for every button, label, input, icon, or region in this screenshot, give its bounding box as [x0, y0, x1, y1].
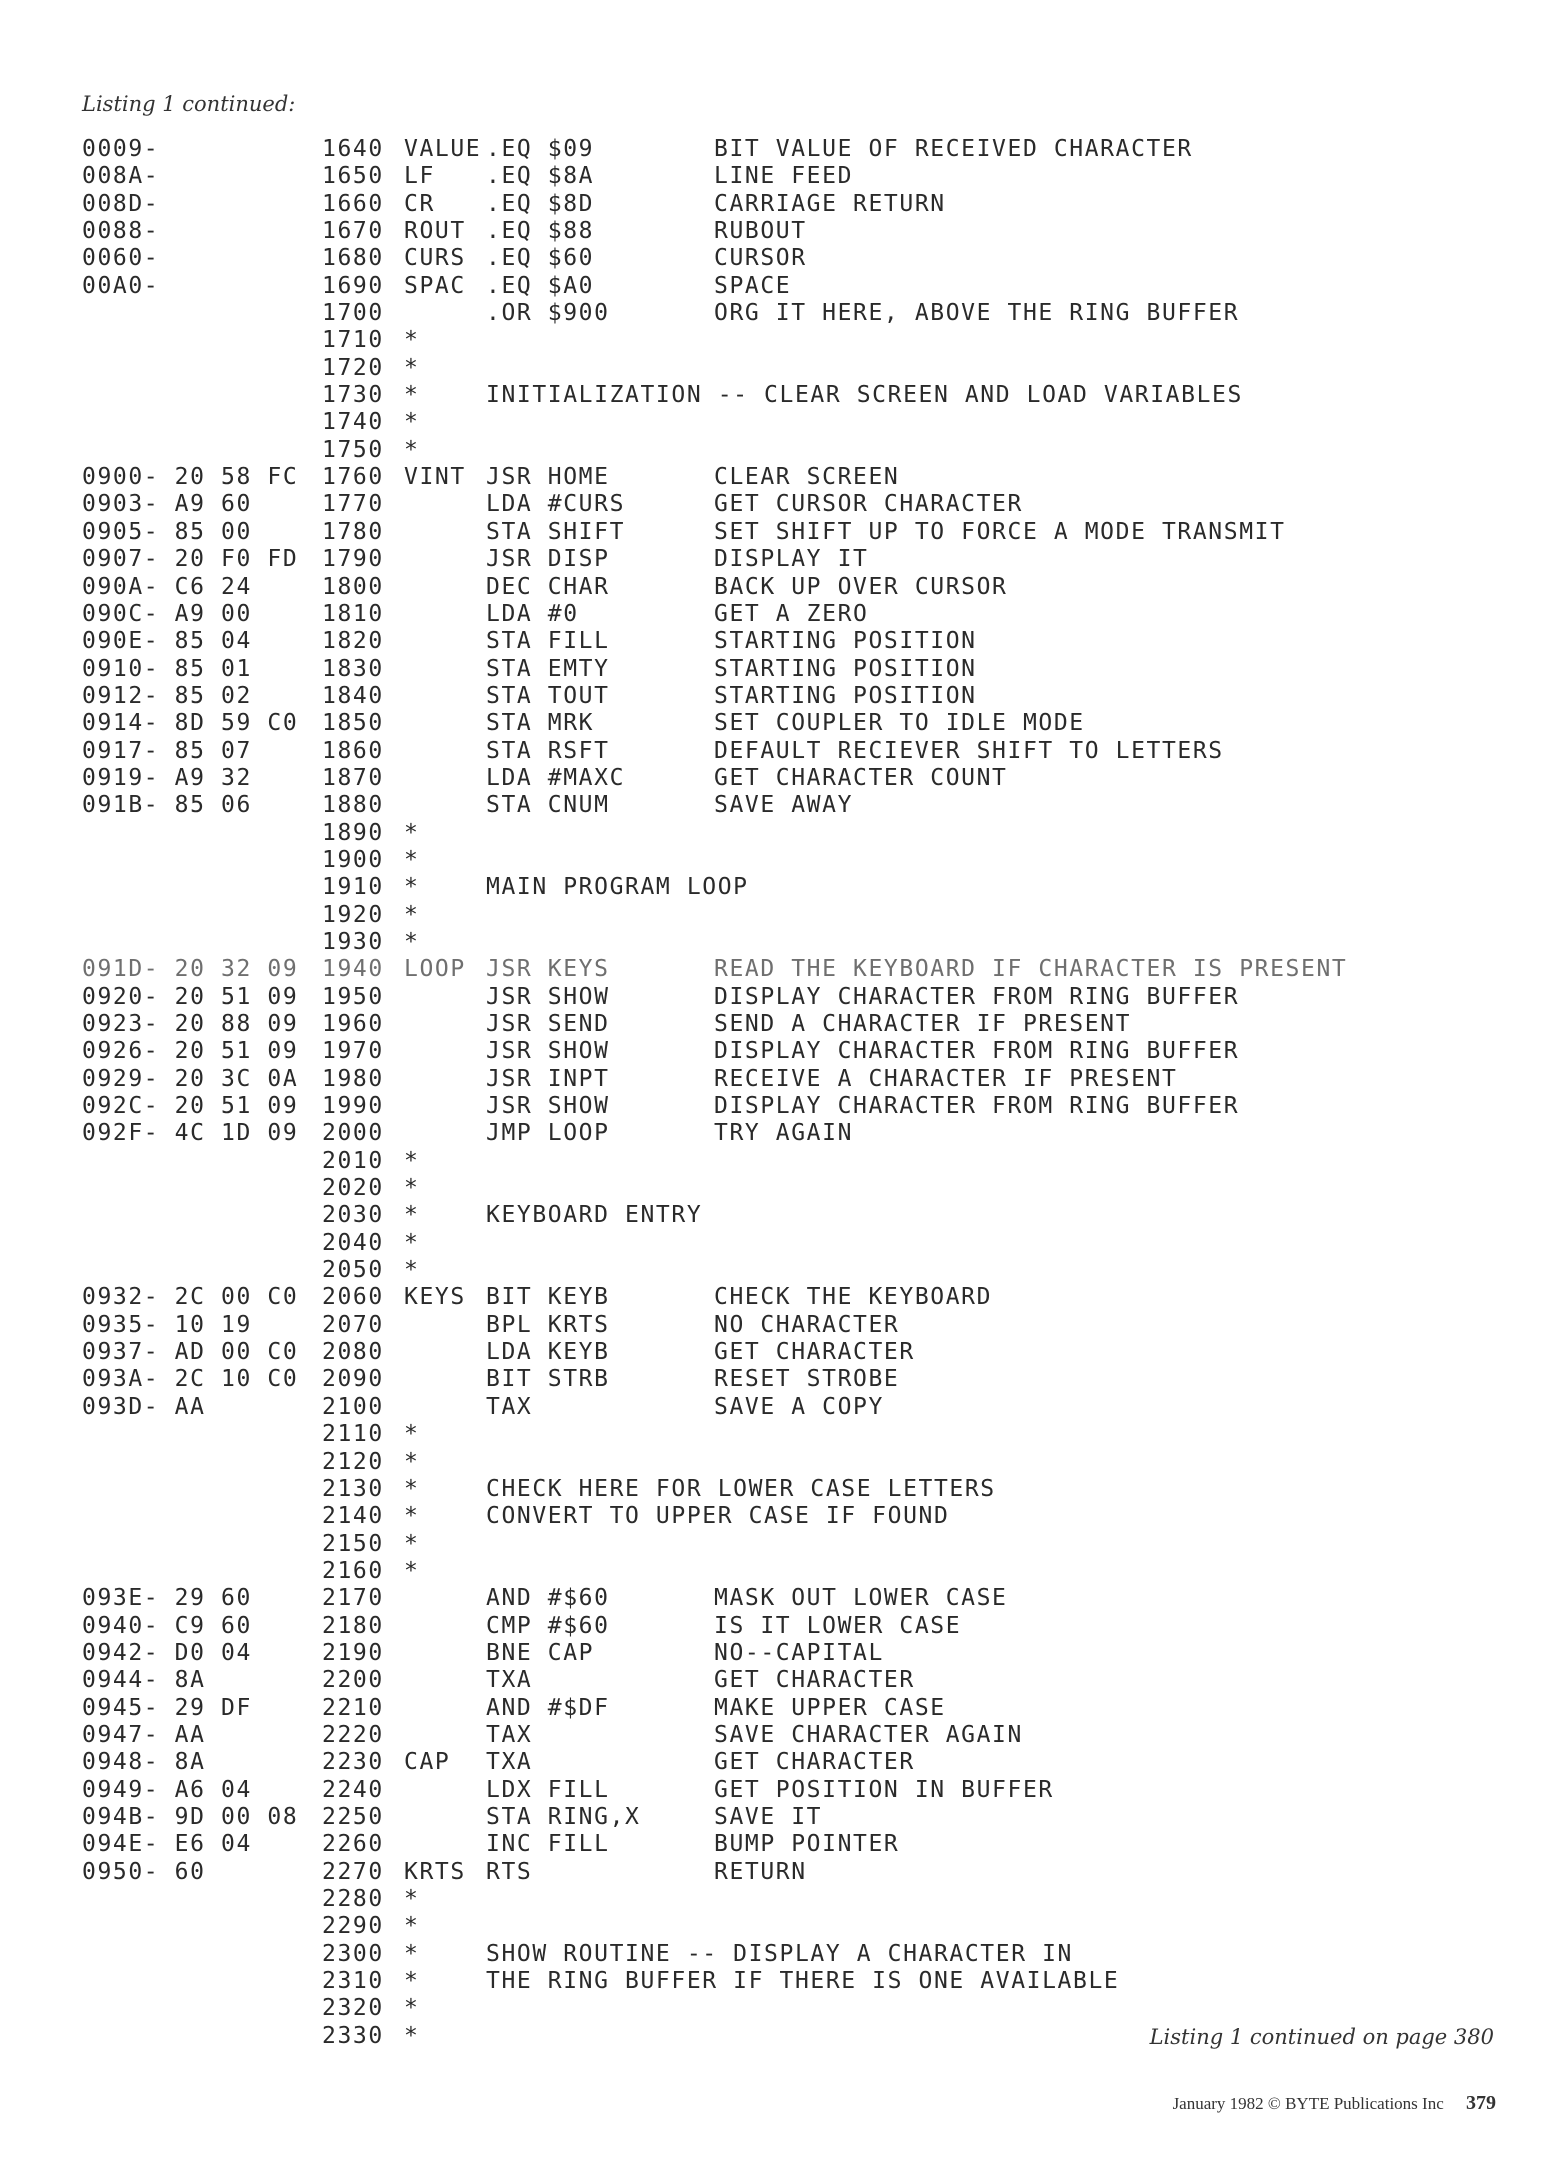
code-line-number: 2320 — [322, 1995, 384, 2022]
code-address: 0914- 8D 59 C0 — [82, 710, 299, 737]
code-label: * — [404, 901, 420, 928]
code-line-number: 1970 — [322, 1038, 384, 1065]
code-comment: GET CHARACTER — [714, 1339, 915, 1366]
code-address: 0932- 2C 00 C0 — [82, 1284, 299, 1311]
code-comment: LINE FEED — [714, 163, 854, 190]
code-line-number: 1770 — [322, 491, 384, 518]
code-operation: AND #$DF — [486, 1694, 610, 1721]
code-line-number: 2150 — [322, 1530, 384, 1557]
code-line-number: 2170 — [322, 1585, 384, 1612]
code-comment: NO--CAPITAL — [714, 1639, 884, 1666]
code-comment: STARTING POSITION — [714, 655, 977, 682]
code-line-number: 2240 — [322, 1776, 384, 1803]
code-label: KRTS — [404, 1858, 466, 1885]
code-line-number: 2060 — [322, 1284, 384, 1311]
code-line-number: 1880 — [322, 792, 384, 819]
code-line-number: 2070 — [322, 1311, 384, 1338]
code-operation: STA MRK — [486, 710, 595, 737]
code-address: 093E- 29 60 — [82, 1585, 252, 1612]
code-label: LF — [404, 163, 435, 190]
code-line-number: 2020 — [322, 1175, 384, 1202]
code-comment: STARTING POSITION — [714, 682, 977, 709]
code-operation: STA TOUT — [486, 682, 610, 709]
code-operation: LDX FILL — [486, 1776, 610, 1803]
code-address: 093A- 2C 10 C0 — [82, 1366, 299, 1393]
code-address: 00A0- — [82, 272, 160, 299]
code-comment: RUBOUT — [714, 218, 807, 245]
code-label: * — [404, 1913, 420, 1940]
code-line-number: 2050 — [322, 1257, 384, 1284]
code-operation: .EQ $60 — [486, 245, 595, 272]
code-line-number: 2250 — [322, 1803, 384, 1830]
code-address: 008A- — [82, 163, 160, 190]
code-line-number: 1800 — [322, 573, 384, 600]
code-line-number: 2140 — [322, 1503, 384, 1530]
code-comment: RESET STROBE — [714, 1366, 900, 1393]
code-label: * — [404, 1448, 420, 1475]
code-address: 091D- 20 32 09 — [82, 956, 299, 983]
code-comment: CHECK THE KEYBOARD — [714, 1284, 993, 1311]
code-comment: GET POSITION IN BUFFER — [714, 1776, 1054, 1803]
code-line-number: 1710 — [322, 327, 384, 354]
code-address: 0947- AA — [82, 1721, 206, 1748]
code-comment: STARTING POSITION — [714, 628, 977, 655]
code-address: 0910- 85 01 — [82, 655, 252, 682]
code-comment: DISPLAY CHARACTER FROM RING BUFFER — [714, 1093, 1240, 1120]
code-line-number: 1850 — [322, 710, 384, 737]
code-comment: MASK OUT LOWER CASE — [714, 1585, 1008, 1612]
code-address: 0919- A9 32 — [82, 764, 252, 791]
code-label: CR — [404, 190, 435, 217]
code-line-number: 1950 — [322, 983, 384, 1010]
code-label: CAP — [404, 1749, 451, 1776]
code-operation: TAX — [486, 1393, 533, 1420]
code-address: 0945- 29 DF — [82, 1694, 252, 1721]
code-line-number: 2160 — [322, 1557, 384, 1584]
code-line-number: 1920 — [322, 901, 384, 928]
code-comment: DISPLAY CHARACTER FROM RING BUFFER — [714, 1038, 1240, 1065]
code-address: 094E- E6 04 — [82, 1831, 252, 1858]
code-address: 0088- — [82, 218, 160, 245]
code-operation: JSR HOME — [486, 464, 610, 491]
code-comment: DEFAULT RECIEVER SHIFT TO LETTERS — [714, 737, 1224, 764]
code-label: VALUE — [404, 136, 482, 162]
code-line-number: 2210 — [322, 1694, 384, 1721]
code-comment-text: MAIN PROGRAM LOOP — [486, 874, 749, 901]
code-address: 0935- 10 19 — [82, 1311, 252, 1338]
code-comment: DISPLAY CHARACTER FROM RING BUFFER — [714, 983, 1240, 1010]
code-label: * — [404, 2022, 420, 2049]
code-label: * — [404, 382, 420, 409]
code-line-number: 1640 — [322, 136, 384, 162]
code-line-number: 1680 — [322, 245, 384, 272]
code-line-number: 1700 — [322, 300, 384, 327]
code-comment: SAVE CHARACTER AGAIN — [714, 1721, 1023, 1748]
code-comment: RETURN — [714, 1858, 807, 1885]
code-comment-text: KEYBOARD ENTRY — [486, 1202, 703, 1229]
code-label: * — [404, 327, 420, 354]
code-address: 0923- 20 88 09 — [82, 1011, 299, 1037]
code-address: 090C- A9 00 — [82, 600, 252, 627]
code-label: * — [404, 354, 420, 381]
code-label: * — [404, 1503, 420, 1530]
code-line-number: 2190 — [322, 1639, 384, 1666]
code-label: ROUT — [404, 218, 466, 245]
code-comment: SAVE A COPY — [714, 1393, 884, 1420]
code-label: * — [404, 1421, 420, 1448]
code-comment: GET CHARACTER COUNT — [714, 764, 1008, 791]
code-address: 0944- 8A — [82, 1667, 206, 1694]
code-label: * — [404, 1475, 420, 1502]
code-address: 0900- 20 58 FC — [82, 464, 299, 491]
code-operation: DEC CHAR — [486, 573, 610, 600]
code-operation: BPL KRTS — [486, 1311, 610, 1338]
code-label: * — [404, 1202, 420, 1229]
code-operation: JSR INPT — [486, 1065, 610, 1092]
code-comment: GET CHARACTER — [714, 1667, 915, 1694]
code-comment: GET A ZERO — [714, 600, 869, 627]
code-line-number: 1990 — [322, 1093, 384, 1120]
code-label: * — [404, 928, 420, 955]
code-operation: LDA #MAXC — [486, 764, 626, 791]
code-operation: STA CNUM — [486, 792, 610, 819]
code-label: * — [404, 1530, 420, 1557]
code-address: 0905- 85 00 — [82, 518, 252, 545]
code-line-number: 2260 — [322, 1831, 384, 1858]
code-line-number: 1760 — [322, 464, 384, 491]
code-comment: SAVE IT — [714, 1803, 823, 1830]
code-comment-text: INITIALIZATION -- CLEAR SCREEN AND LOAD VARIABLES — [486, 382, 1243, 409]
code-line-number: 2180 — [322, 1612, 384, 1639]
code-line-number: 1660 — [322, 190, 384, 217]
code-operation: BIT STRB — [486, 1366, 610, 1393]
code-label: * — [404, 1995, 420, 2022]
code-address: 0942- D0 04 — [82, 1639, 252, 1666]
code-address: 0948- 8A — [82, 1749, 206, 1776]
page-footer — [1173, 2092, 1496, 2115]
footer-credit: January 1982 © BYTE Publications Inc — [1172, 2094, 1444, 2113]
code-label: * — [404, 874, 420, 901]
code-operation: .EQ $09 — [486, 136, 595, 162]
code-comment-text: CONVERT TO UPPER CASE IF FOUND — [486, 1503, 950, 1530]
code-address: 0907- 20 F0 FD — [82, 546, 299, 573]
code-address: 0912- 85 02 — [82, 682, 252, 709]
code-line-number: 1810 — [322, 600, 384, 627]
code-comment: ORG IT HERE, ABOVE THE RING BUFFER — [714, 300, 1240, 327]
code-comment: SPACE — [714, 272, 792, 299]
code-address: 0903- A9 60 — [82, 491, 252, 518]
code-label: * — [404, 1557, 420, 1584]
code-operation: JMP LOOP — [486, 1120, 610, 1147]
code-operation: JSR SHOW — [486, 1038, 610, 1065]
code-operation: LDA #CURS — [486, 491, 626, 518]
code-operation: .EQ $8D — [486, 190, 595, 217]
code-comment: SAVE AWAY — [714, 792, 854, 819]
code-address: 093D- AA — [82, 1393, 206, 1420]
code-operation: .OR $900 — [486, 300, 610, 327]
code-address: 090A- C6 24 — [82, 573, 252, 600]
code-label: SPAC — [404, 272, 466, 299]
code-operation: LDA #0 — [486, 600, 579, 627]
code-operation: JSR SEND — [486, 1011, 610, 1037]
listing-caption: Listing 1 continued: — [82, 92, 296, 116]
code-line-number: 1650 — [322, 163, 384, 190]
code-address: 0950- 60 — [82, 1858, 206, 1885]
code-line-number: 2090 — [322, 1366, 384, 1393]
code-comment: NO CHARACTER — [714, 1311, 900, 1338]
code-line-number: 2030 — [322, 1202, 384, 1229]
code-line-number: 2010 — [322, 1147, 384, 1174]
code-line-number: 2110 — [322, 1421, 384, 1448]
code-line-number: 1900 — [322, 846, 384, 873]
code-label: KEYS — [404, 1284, 466, 1311]
code-line-number: 1840 — [322, 682, 384, 709]
code-line-number: 2310 — [322, 1968, 384, 1995]
code-operation: .EQ $8A — [486, 163, 595, 190]
code-operation: JSR KEYS — [486, 956, 610, 983]
code-line-number: 1690 — [322, 272, 384, 299]
code-line-number: 1740 — [322, 409, 384, 436]
code-address: 092C- 20 51 09 — [82, 1093, 299, 1120]
code-comment: BIT VALUE OF RECEIVED CHARACTER — [714, 136, 1193, 162]
code-line-number: 2330 — [322, 2022, 384, 2049]
code-operation: LDA KEYB — [486, 1339, 610, 1366]
code-address: 0926- 20 51 09 — [82, 1038, 299, 1065]
code-label: VINT — [404, 464, 466, 491]
code-operation: TXA — [486, 1749, 533, 1776]
code-line-number: 2000 — [322, 1120, 384, 1147]
code-address: 0949- A6 04 — [82, 1776, 252, 1803]
code-label: * — [404, 1229, 420, 1256]
code-label: * — [404, 1147, 420, 1174]
code-operation: STA FILL — [486, 628, 610, 655]
code-address: 0920- 20 51 09 — [82, 983, 299, 1010]
code-operation: JSR DISP — [486, 546, 610, 573]
code-operation: BNE CAP — [486, 1639, 595, 1666]
code-line-number: 1890 — [322, 819, 384, 846]
code-comment: SEND A CHARACTER IF PRESENT — [714, 1011, 1132, 1037]
code-comment: READ THE KEYBOARD IF CHARACTER IS PRESENT — [714, 956, 1348, 983]
code-line-number: 1980 — [322, 1065, 384, 1092]
code-comment: GET CURSOR CHARACTER — [714, 491, 1023, 518]
code-line-number: 2300 — [322, 1940, 384, 1967]
code-comment: BUMP POINTER — [714, 1831, 900, 1858]
code-comment: TRY AGAIN — [714, 1120, 854, 1147]
code-line-number: 2230 — [322, 1749, 384, 1776]
code-operation: AND #$60 — [486, 1585, 610, 1612]
code-comment: MAKE UPPER CASE — [714, 1694, 946, 1721]
code-comment: BACK UP OVER CURSOR — [714, 573, 1008, 600]
code-comment: SET SHIFT UP TO FORCE A MODE TRANSMIT — [714, 518, 1286, 545]
code-address: 092F- 4C 1D 09 — [82, 1120, 299, 1147]
code-comment: CARRIAGE RETURN — [714, 190, 946, 217]
code-line-number: 1750 — [322, 436, 384, 463]
code-label: * — [404, 819, 420, 846]
code-comment-text: CHECK HERE FOR LOWER CASE LETTERS — [486, 1475, 996, 1502]
code-address: 094B- 9D 00 08 — [82, 1803, 299, 1830]
code-comment: IS IT LOWER CASE — [714, 1612, 962, 1639]
code-address: 008D- — [82, 190, 160, 217]
code-address: 0009- — [82, 136, 160, 162]
code-comment: GET CHARACTER — [714, 1749, 915, 1776]
code-operation: JSR SHOW — [486, 983, 610, 1010]
code-line-number: 1730 — [322, 382, 384, 409]
code-comment: CLEAR SCREEN — [714, 464, 900, 491]
code-operation: .EQ $88 — [486, 218, 595, 245]
code-line-number: 2040 — [322, 1229, 384, 1256]
code-operation: BIT KEYB — [486, 1284, 610, 1311]
code-operation: CMP #$60 — [486, 1612, 610, 1639]
code-label: * — [404, 1940, 420, 1967]
code-line-number: 2270 — [322, 1858, 384, 1885]
code-line-number: 2130 — [322, 1475, 384, 1502]
code-line-number: 2100 — [322, 1393, 384, 1420]
code-comment-text: THE RING BUFFER IF THERE IS ONE AVAILABLE — [486, 1968, 1120, 1995]
code-line-number: 1960 — [322, 1011, 384, 1037]
code-line-number: 1670 — [322, 218, 384, 245]
code-label: * — [404, 1257, 420, 1284]
code-line-number: 2120 — [322, 1448, 384, 1475]
code-operation: TAX — [486, 1721, 533, 1748]
code-comment: RECEIVE A CHARACTER IF PRESENT — [714, 1065, 1178, 1092]
code-line-number: 2200 — [322, 1667, 384, 1694]
code-line-number: 1820 — [322, 628, 384, 655]
code-operation: STA RING,X — [486, 1803, 641, 1830]
code-address: 091B- 85 06 — [82, 792, 252, 819]
code-comment: CURSOR — [714, 245, 807, 272]
code-label: * — [404, 436, 420, 463]
code-label: * — [404, 1175, 420, 1202]
code-label: * — [404, 1886, 420, 1912]
page-number: 379 — [1466, 2092, 1496, 2114]
code-line-number: 2280 — [322, 1886, 384, 1912]
code-label: * — [404, 409, 420, 436]
code-line-number: 1860 — [322, 737, 384, 764]
code-line-number: 1720 — [322, 354, 384, 381]
code-address: 0937- AD 00 C0 — [82, 1339, 299, 1366]
code-label: LOOP — [404, 956, 466, 983]
code-line-number: 1790 — [322, 546, 384, 573]
code-line-number: 2290 — [322, 1913, 384, 1940]
code-comment: SET COUPLER TO IDLE MODE — [714, 710, 1085, 737]
code-address: 0060- — [82, 245, 160, 272]
code-line-number: 1940 — [322, 956, 384, 983]
code-label: * — [404, 846, 420, 873]
code-line-number: 1910 — [322, 874, 384, 901]
code-label: * — [404, 1968, 420, 1995]
code-label: CURS — [404, 245, 466, 272]
code-line-number: 1930 — [322, 928, 384, 955]
code-line-number: 1780 — [322, 518, 384, 545]
code-operation: TXA — [486, 1667, 533, 1694]
code-address: 0917- 85 07 — [82, 737, 252, 764]
code-operation: .EQ $A0 — [486, 272, 595, 299]
code-address: 0929- 20 3C 0A — [82, 1065, 299, 1092]
code-comment: DISPLAY IT — [714, 546, 869, 573]
code-operation: STA EMTY — [486, 655, 610, 682]
code-line-number: 2080 — [322, 1339, 384, 1366]
code-operation: JSR SHOW — [486, 1093, 610, 1120]
code-address: 090E- 85 04 — [82, 628, 252, 655]
code-address: 0940- C9 60 — [82, 1612, 252, 1639]
code-operation: RTS — [486, 1858, 533, 1885]
code-comment-text: SHOW ROUTINE -- DISPLAY A CHARACTER IN — [486, 1940, 1073, 1967]
code-operation: INC FILL — [486, 1831, 610, 1858]
code-operation: STA RSFT — [486, 737, 610, 764]
code-line-number: 2220 — [322, 1721, 384, 1748]
code-operation: STA SHIFT — [486, 518, 626, 545]
code-line-number: 1830 — [322, 655, 384, 682]
continued-note: Listing 1 continued on page 380 — [1149, 2025, 1494, 2049]
code-line-number: 1870 — [322, 764, 384, 791]
